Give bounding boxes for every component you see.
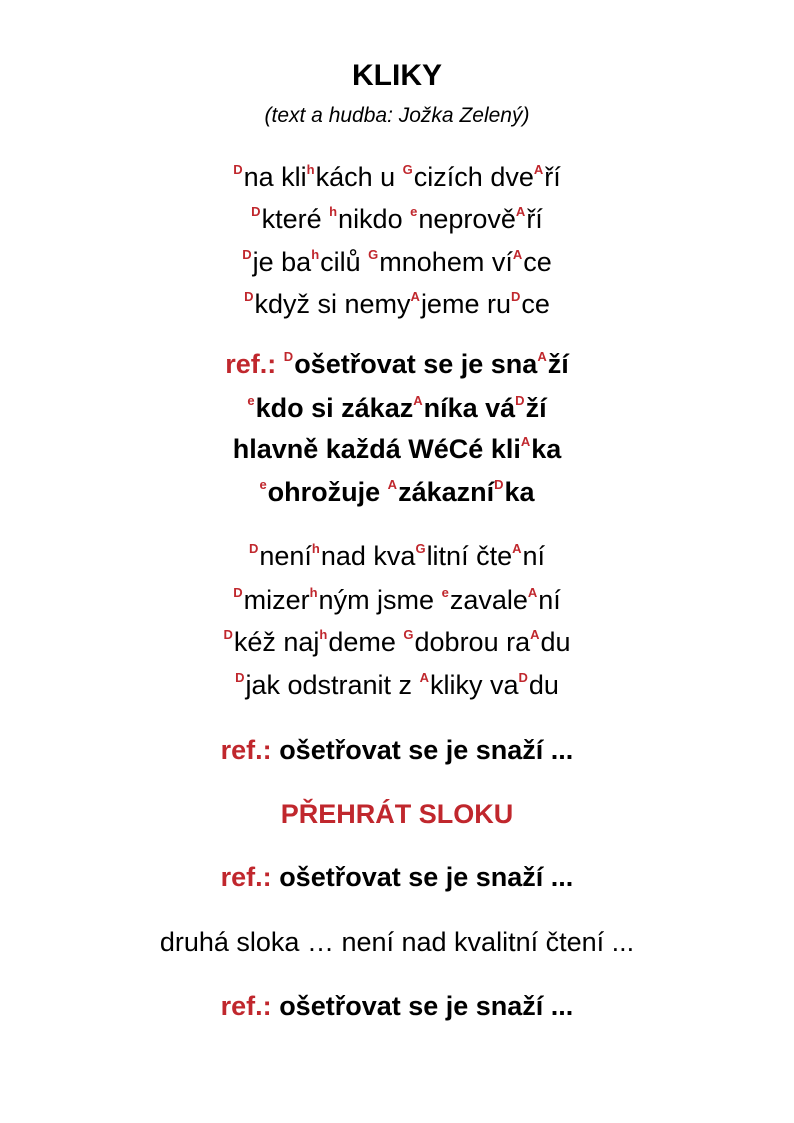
chord-marker: h	[311, 247, 320, 262]
ref-repeat-text: ošetřovat se je snaží ...	[279, 991, 574, 1021]
chord-marker: A	[515, 204, 526, 219]
lyric-text: na kli	[243, 162, 307, 192]
lyric-text: deme	[328, 627, 404, 657]
lyric-text: které	[261, 204, 330, 234]
chord-marker: A	[512, 247, 523, 262]
chord-marker: D	[244, 289, 254, 304]
chord-marker: h	[306, 162, 315, 177]
lyric-text: du	[540, 627, 571, 657]
lyric-line	[0, 284, 794, 324]
lyric-text: mnohem ví	[379, 247, 513, 277]
chord-marker: D	[518, 670, 528, 685]
chord-marker: G	[403, 627, 414, 642]
lyric-line	[0, 472, 794, 512]
lyric-text: ným jsme	[318, 585, 442, 615]
lyric-text: ní	[522, 541, 546, 571]
lyric-line	[284, 349, 569, 379]
ref-repeat-3	[0, 986, 794, 1026]
lyric-text: cilů	[320, 247, 369, 277]
chord-marker: D	[283, 349, 294, 364]
lyric-text: zavale	[449, 585, 528, 615]
lyric-text: jak odstranit z	[245, 670, 420, 700]
lyric-line	[0, 536, 794, 576]
chord-marker: D	[223, 627, 233, 642]
chord-marker: D	[233, 162, 243, 177]
chord-marker: h	[319, 627, 328, 642]
chord-marker: A	[533, 162, 544, 177]
lyric-text: ka	[504, 477, 535, 507]
chord-marker: D	[510, 289, 521, 304]
second-verse-note: druhá sloka … není nad kvalitní čtení ...	[159, 927, 635, 957]
ref-label: ref.:	[225, 349, 277, 379]
lyric-text: nikdo	[338, 204, 411, 234]
lyric-text: ří	[544, 162, 561, 192]
chord-marker: e	[247, 393, 255, 408]
chord-marker: e	[441, 585, 449, 600]
chord-marker: A	[512, 541, 522, 556]
lyric-text: ní	[538, 585, 561, 615]
ref-repeat-1	[0, 730, 794, 770]
ref-label: ref.:	[220, 991, 272, 1021]
lyric-text: když si nemy	[254, 289, 411, 319]
song-title: KLIKY	[352, 59, 442, 92]
chord-marker: G	[368, 247, 379, 262]
chord-marker: h	[329, 204, 338, 219]
ref-label: ref.:	[220, 735, 272, 765]
instrumental-heading: PŘEHRÁT SLOKU	[280, 799, 514, 829]
lyric-text: ří	[526, 204, 543, 234]
chord-marker: A	[387, 477, 398, 492]
chord-marker: G	[415, 541, 426, 556]
chord-marker: A	[410, 289, 420, 304]
lyric-text: du	[528, 670, 559, 700]
lyric-line	[0, 388, 794, 428]
lyric-line	[0, 157, 794, 197]
lyric-text: zákazní	[398, 477, 495, 507]
chord-marker: D	[515, 393, 525, 408]
lyric-text: nad kva	[320, 541, 416, 571]
chord-marker: e	[259, 477, 267, 492]
lyric-text: litní čte	[426, 541, 513, 571]
lyric-text: je ba	[252, 247, 312, 277]
ref-repeat-text: ošetřovat se je snaží ...	[279, 862, 574, 892]
chord-marker: D	[248, 541, 259, 556]
chord-marker: D	[235, 670, 245, 685]
lyric-line	[0, 665, 794, 705]
lyric-text: kéž naj	[233, 627, 320, 657]
lyric-text: hlavně každá WéCé kli	[232, 434, 521, 464]
chord-marker: A	[520, 434, 531, 449]
lyric-line	[0, 242, 794, 282]
lyric-text: není	[259, 541, 312, 571]
lyric-text: kliky va	[429, 670, 519, 700]
lyric-text: ohrožuje	[267, 477, 388, 507]
lyric-text: ží	[547, 349, 569, 379]
lyric-text: kách u	[315, 162, 403, 192]
lyric-text: ce	[521, 289, 550, 319]
ref-repeat-2	[0, 857, 794, 897]
chord-marker: D	[251, 204, 261, 219]
lyric-text: ka	[531, 434, 562, 464]
lyric-text: ošetřovat se je sna	[294, 349, 538, 379]
lyric-text: neprově	[418, 204, 516, 234]
chorus-line-1	[0, 344, 794, 384]
lyric-text: níka vá	[423, 393, 516, 423]
song-credits: (text a hudba: Jožka Zelený)	[264, 104, 530, 127]
chord-marker: h	[309, 585, 318, 600]
chord-marker: A	[530, 627, 540, 642]
lyric-text: dobrou ra	[414, 627, 531, 657]
lyric-text: mizer	[243, 585, 310, 615]
chord-marker: D	[242, 247, 252, 262]
lyric-line	[0, 429, 794, 469]
ref-label: ref.:	[220, 862, 272, 892]
chord-marker: G	[402, 162, 413, 177]
chord-marker: h	[311, 541, 320, 556]
chord-marker: A	[413, 393, 423, 408]
lyric-text: ce	[523, 247, 552, 277]
chord-marker: A	[527, 585, 538, 600]
lyric-text: jeme ru	[420, 289, 511, 319]
lyric-line	[0, 580, 794, 620]
lyric-line	[0, 199, 794, 239]
chord-marker: A	[537, 349, 547, 364]
lyric-line	[0, 622, 794, 662]
lyric-text: kdo si zákaz	[255, 393, 414, 423]
chord-marker: D	[494, 477, 504, 492]
lyric-text: ží	[525, 393, 547, 423]
chord-marker: A	[419, 670, 429, 685]
chord-marker: e	[410, 204, 418, 219]
ref-repeat-text: ošetřovat se je snaží ...	[279, 735, 574, 765]
chord-marker: D	[233, 585, 243, 600]
lyric-text: cizích dve	[413, 162, 534, 192]
